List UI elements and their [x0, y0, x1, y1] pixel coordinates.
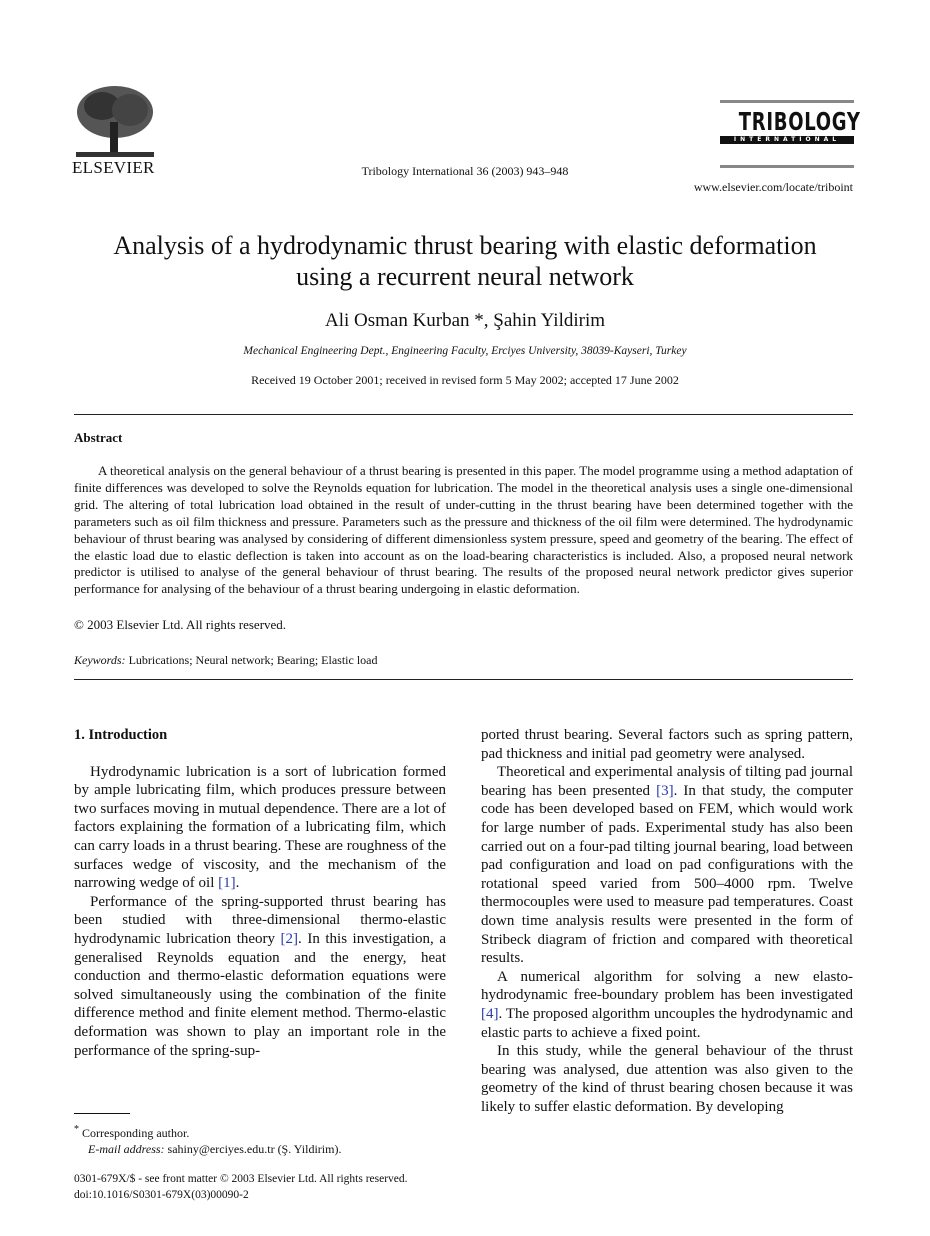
divider: [74, 414, 853, 415]
keywords: Keywords: Lubrications; Neural network; Bearing; Elastic load: [74, 653, 378, 667]
abstract-heading: Abstract: [74, 430, 123, 445]
abstract-text: A theoretical analysis on the general behaviour of a thrust bearing is presented in this paper. The model programme using a method adaptation of finite differences was developed to solve the Reynolds equation for lubrication. The model in the theoretical analysis uses a single one-dimensional grid. The altering of total lubrication load obtained in the result of under-cutting in the thrust bearing have been determined together with the parameters such as oil film thickness and pressure. Parameters such as the pressure and thickness of the oil film were determined. The hydrodynamic behaviour of thrust bearing was analysed by considering of different dimensionless system pressure, speed and geometry of the bearing. The effect of the elastic load due to elastic deflection is taken into account as on the load-bearing characteristics is included. Also, a proposed neural network predictor is utilised to analyse of the general behaviour of thrust bearing. The results of the proposed neural network predictor gives superior performance for analysing of the behaviour of a thrust bearing undergoing in elastic deformation.: [74, 463, 853, 597]
paper-title: Analysis of a hydrodynamic thrust bearing with elastic deformation using a recurrent neural network: [113, 231, 817, 291]
right-column: [481, 726, 853, 1116]
paragraph: [74, 893, 446, 1060]
paragraph-text: Performance of the spring-supported thrust bearing has been studied with three-dimensional thermo-elastic hydrodynamic lubrication theory: [74, 893, 446, 947]
journal-logo: TRIBOLOGY INTERNATIONAL: [720, 108, 854, 144]
paragraph-text: . In this investigation, a generalised Reynolds equation and the energy, heat conduction and thermo-elastic deformation equations were solved simultaneously using the combination of the finite difference method and finite element method. Thermo-elastic deformation was shown to play an important role in the performance of the spring-sup-: [74, 930, 446, 1059]
paragraph-text: A numerical algorithm for solving a new elasto-hydrodynamic free-boundary problem has been investigated: [481, 968, 853, 1004]
footnote: * Corresponding author. E-mail address: sahiny@erciyes.edu.tr (Ş. Yildirim).: [74, 1124, 342, 1156]
right-paragraphs: [481, 726, 853, 1116]
paragraph-text: ported thrust bearing. Several factors such as spring pattern, pad thickness and initial pad geometry were analysed.: [481, 727, 853, 762]
footnote-rule: [74, 1113, 130, 1114]
paragraph: [74, 763, 446, 893]
elsevier-tree-logo: [72, 84, 158, 160]
divider: [74, 679, 853, 680]
paragraph-text: . The proposed algorithm uncouples the hydrodynamic and elastic parts to achieve a fixed point.: [481, 1005, 853, 1041]
paragraph: [481, 968, 853, 1042]
journal-citation: Tribology International 36 (2003) 943–948: [361, 164, 569, 178]
journal-url[interactable]: www.elsevier.com/locate/triboint: [693, 180, 853, 194]
paragraph: [481, 1042, 853, 1116]
authors: Ali Osman Kurban *, Şahin Yildirim: [324, 310, 606, 331]
citation-link[interactable]: [1]: [218, 875, 236, 892]
left-paragraphs: [74, 763, 446, 1061]
received-dates: Received 19 October 2001; received in revised form 5 May 2002; accepted 17 June 2002: [251, 373, 679, 387]
paragraph-text: Hydrodynamic lubrication is a sort of lubrication formed by ample lubricating film, which produces pressure between two surfaces moving in mutual dependence. There are a lot of factors explaining the formation of a lubricating film, which can carry loads in a thrust bearing. These are roughness of the surfaces wedge of viscosity, and the mechanism of the narrowing wedge of oil: [74, 763, 446, 892]
logo-rule-top: [720, 100, 854, 103]
publisher-name: ELSEVIER: [72, 158, 155, 177]
front-matter: 0301-679X/$ - see front matter © 2003 Elsevier Ltd. All rights reserved. doi:10.1016/S0301-679X(03)00090-2: [74, 1173, 408, 1201]
citation-link[interactable]: [4]: [481, 1005, 499, 1022]
left-column: [74, 726, 446, 1060]
paragraph-text: In this study, while the general behaviour of the thrust bearing was analysed, due attention was also given to the geometry of the kind of thrust bearing chosen because it was likely to suffer elastic deformation. By developing: [481, 1043, 853, 1115]
paragraph-text: .: [235, 875, 240, 892]
citation-link[interactable]: [3]: [656, 782, 674, 799]
affiliation: Mechanical Engineering Dept., Engineering Faculty, Erciyes University, 38039-Kayseri, Turkey: [243, 345, 687, 357]
section-heading: 1. Introduction: [74, 727, 168, 743]
abstract-copyright: © 2003 Elsevier Ltd. All rights reserved.: [74, 617, 287, 632]
logo-rule-bottom: [720, 165, 854, 168]
paragraph-text: Theoretical and experimental analysis of tilting pad journal bearing has been presented: [481, 764, 853, 799]
paragraph-text: . In that study, the computer code has been developed based on FEM, which would work for large number of pads. Experimental study has also been carried out on a four-pad tilting journal bearing, load between pad configuration and load on pad configurations with the rotational speed varied from 500–4000 rpm. Twelve thermocouples were used to measure pad temperatures. Coast down time analysis results were presented in the form of Stribeck diagram of friction and compared with theoretical results.: [481, 782, 853, 967]
paragraph: [481, 763, 853, 968]
paragraph: [481, 726, 853, 763]
citation-link[interactable]: [2]: [280, 930, 299, 947]
